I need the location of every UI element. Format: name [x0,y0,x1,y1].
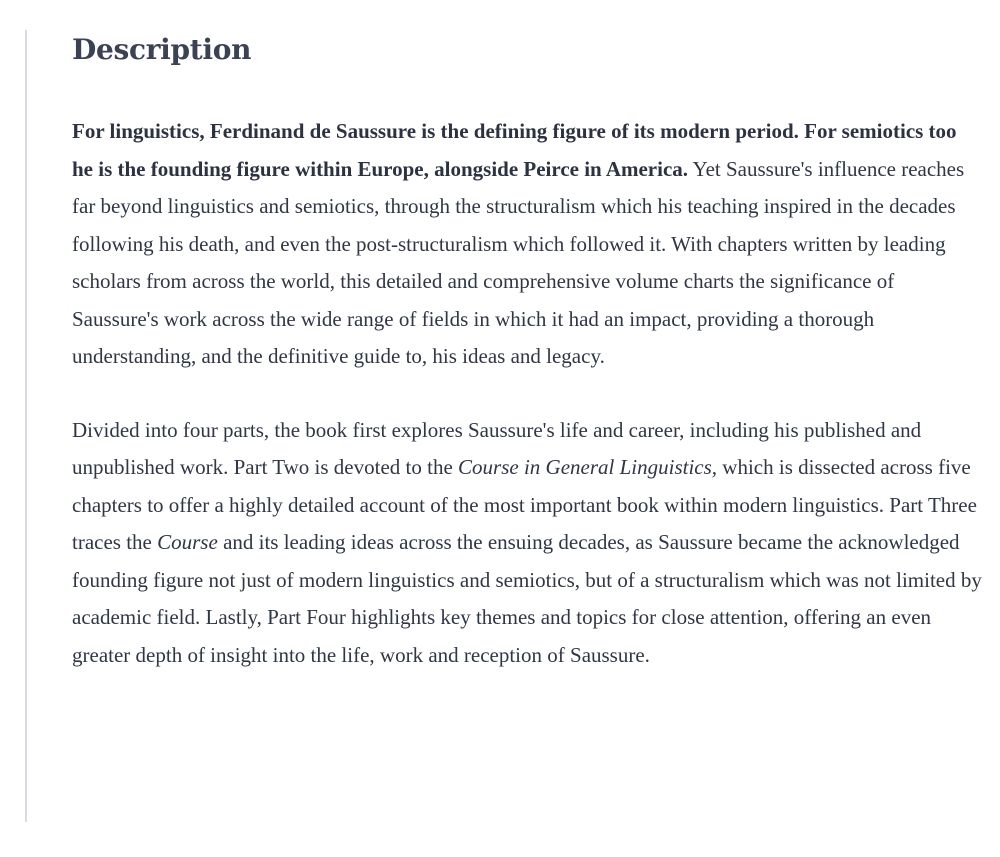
description-panel [25,30,985,822]
lead-text: For linguistics, Ferdinand de Saussure is the defining figure of its modern period. For semiotics too he is the founding figure within Europe, alongside Peirce in America. [72,119,957,181]
description-heading: Description [72,33,252,66]
book-title-italic: Course in General Linguistics, [458,455,718,479]
paragraph-2-part-1: Divided into four parts, the book first explores Saussure's life and career, including his published and unpublished work. Part Two is devoted to the [72,417,922,479]
paragraph-1-body: Yet Saussure's influence reaches far beyond linguistics and semiotics, through the structuralism which his teaching inspired in the decades following his death, and even the post-structuralism which followed it. With chapters written by leading scholars from across the world, this detailed and comprehensive volume charts the significance of Saussure's work across the wide range of fields in which it had an impact, providing a thorough understanding, and the definitive guide to, his ideas and legacy. [72,156,965,368]
course-title-italic: Course [157,530,218,554]
paragraph-2-part-3: and its leading ideas across the ensuing decades, as Saussure became the acknowledged founding figure not just of modern linguistics and semiotics, but of a structuralism which was not limited by academic field. Lastly, Part Four highlights key themes and topics for close attention, offering an even greater depth of insight into the life, work and reception of Saussure. [72,530,982,667]
description-paragraph-2 [72,412,982,675]
description-paragraph-1 [72,113,982,376]
paragraph-2-part-2: which is dissected across five chapters to offer a highly detailed account of the most important book within modern linguistics. Part Three traces the [72,455,977,554]
